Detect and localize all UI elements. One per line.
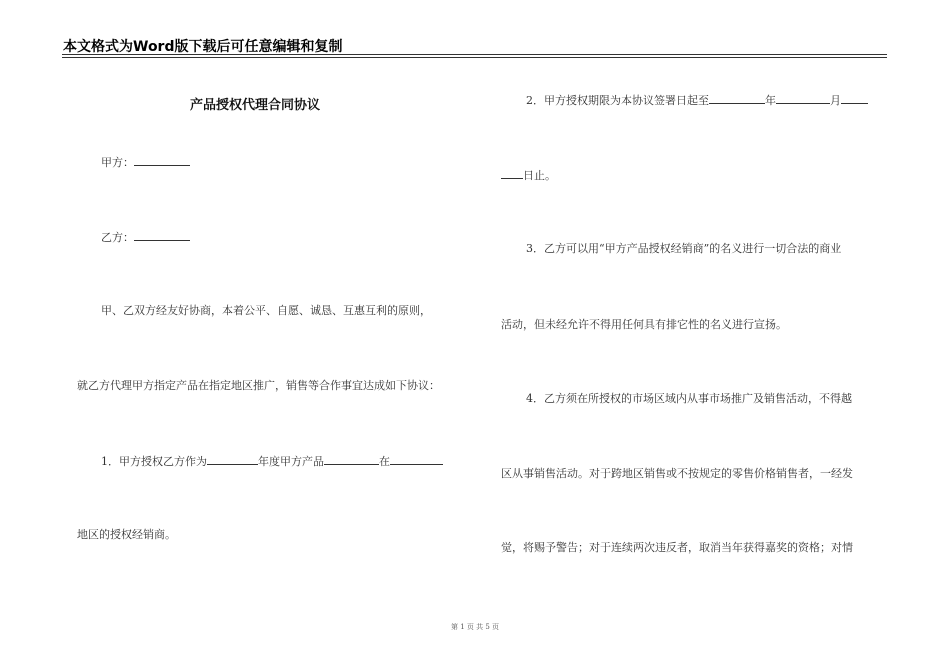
clause-2-blank-month (776, 93, 830, 104)
clause-2-blank-day-end (501, 168, 523, 179)
page-footer: 第 1 页 共 5 页 (450, 623, 500, 631)
clause-2-text-c: 月 (830, 94, 841, 107)
party-a-label: 甲方： (101, 156, 134, 169)
clause-2-line-1 (526, 93, 868, 108)
clause-4-line-1: 4．乙方须在所授权的市场区域内从事市场推广及销售活动，不得越 (526, 392, 852, 405)
clause-2-blank-day-start (841, 93, 868, 104)
clause-1-line-2: 地区的授权经销商。 (77, 528, 176, 541)
clause-2-text-a: 2．甲方授权期限为本协议签署日起至 (526, 94, 709, 107)
clause-2-line-2 (501, 168, 556, 183)
clause-1-text-a: 1．甲方授权乙方作为 (101, 455, 207, 468)
document-title: 产品授权代理合同协议 (190, 98, 321, 113)
clause-3-line-1: 3．乙方可以用“甲方产品授权经销商”的名义进行一切合法的商业 (526, 242, 842, 255)
clause-2-blank-year (709, 93, 765, 104)
clause-2-text-b: 年 (765, 94, 776, 107)
party-b-label: 乙方： (101, 231, 134, 244)
clause-4-line-2: 区从事销售活动。对于跨地区销售或不按规定的零售价格销售者，一经发 (501, 467, 853, 480)
clause-2-text-d: 日止。 (523, 169, 556, 182)
intro-paragraph-line-2: 就乙方代理甲方指定产品在指定地区推广，销售等合作事宜达成如下协议： (77, 379, 440, 392)
clause-1-text-b: 年度甲方产品 (258, 455, 324, 468)
clause-4-line-3: 觉，将赐予警告；对于连续两次违反者，取消当年获得嘉奖的资格；对情 (501, 541, 853, 554)
document-banner: 本文格式为Word版下载后可任意编辑和复制 (63, 39, 343, 55)
intro-paragraph-line-1: 甲、乙双方经友好协商，本着公平、自愿、诚恳、互惠互利的原则， (101, 304, 431, 317)
clause-1-text-c: 在 (379, 455, 390, 468)
clause-3-line-2: 活动，但未经允许不得用任何具有排它性的名义进行宣扬。 (501, 318, 787, 331)
